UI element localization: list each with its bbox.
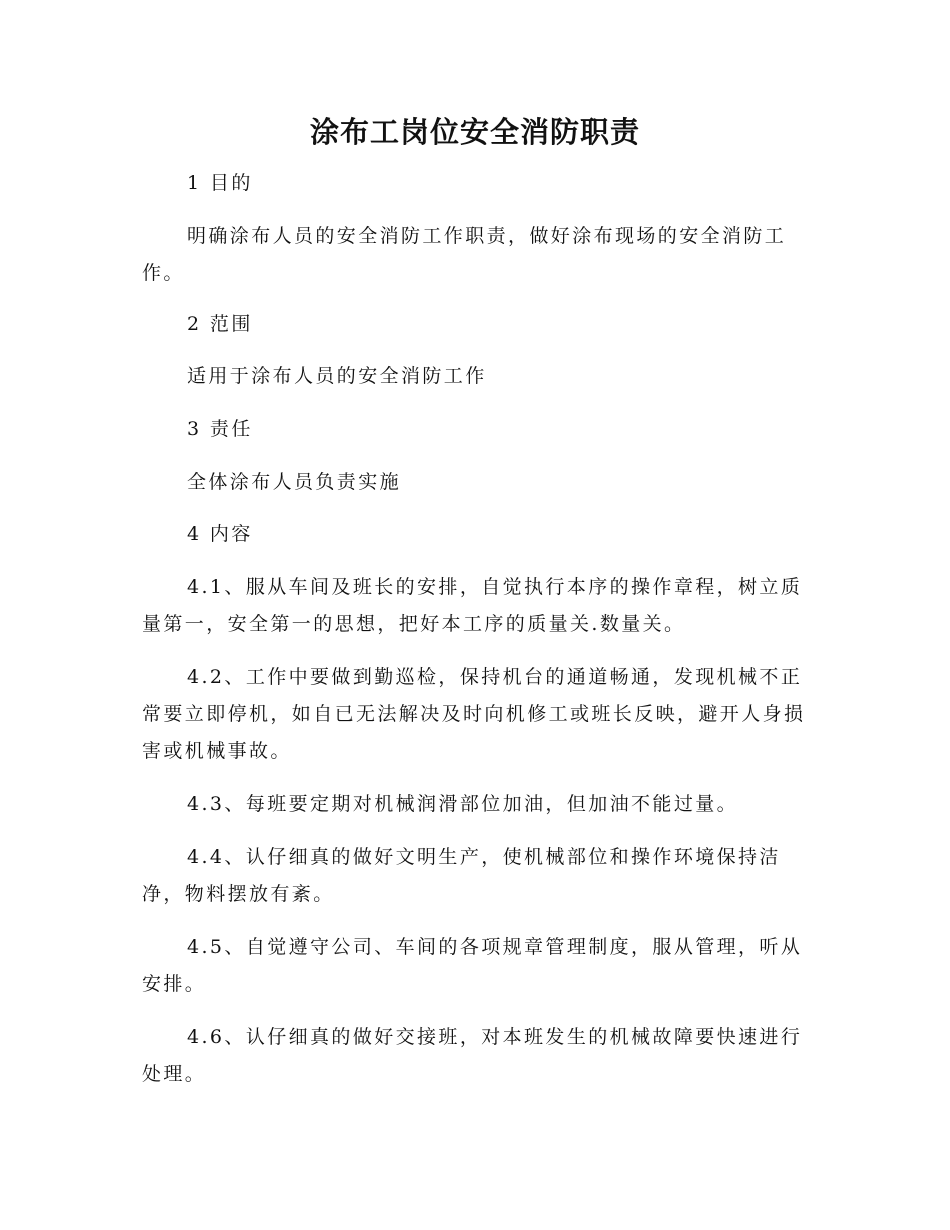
section-3-heading: 3 责任 xyxy=(187,418,253,440)
document-title: 涂布工岗位安全消防职责 xyxy=(309,115,640,149)
section-1-body: 明确涂布人员的安全消防工作职责，做好涂布现场的安全消防工作。 xyxy=(142,225,787,284)
content-item-4-1: 4.1、服从车间及班长的安排，自觉执行本序的操作章程，树立质量第一，安全第一的思想，把好本工序的质量关.数量关。 xyxy=(142,576,803,635)
section-2-heading: 2 范围 xyxy=(187,313,253,335)
section-3-body: 全体涂布人员负责实施 xyxy=(187,471,402,493)
section-2-body: 适用于涂布人员的安全消防工作 xyxy=(187,365,487,387)
section-4-heading: 4 内容 xyxy=(187,523,253,545)
content-item-4-6: 4.6、认仔细真的做好交接班，对本班发生的机械故障要快速进行处理。 xyxy=(142,1026,803,1085)
content-item-4-2: 4.2、工作中要做到勤巡检，保持机台的通道畅通，发现机械不正常要立即停机，如自已无法解决及时向机修工或班长反映，避开人身损害或机械事故。 xyxy=(142,666,806,762)
content-item-4-3: 4.3、每班要定期对机械润滑部位加油，但加油不能过量。 xyxy=(187,793,739,815)
content-item-4-4: 4.4、认仔细真的做好文明生产，使机械部位和操作环境保持洁净，物料摆放有紊。 xyxy=(142,846,781,905)
content-item-4-5: 4.5、自觉遵守公司、车间的各项规章管理制度，服从管理，听从安排。 xyxy=(142,936,803,995)
section-1-heading: 1 目的 xyxy=(187,172,253,194)
